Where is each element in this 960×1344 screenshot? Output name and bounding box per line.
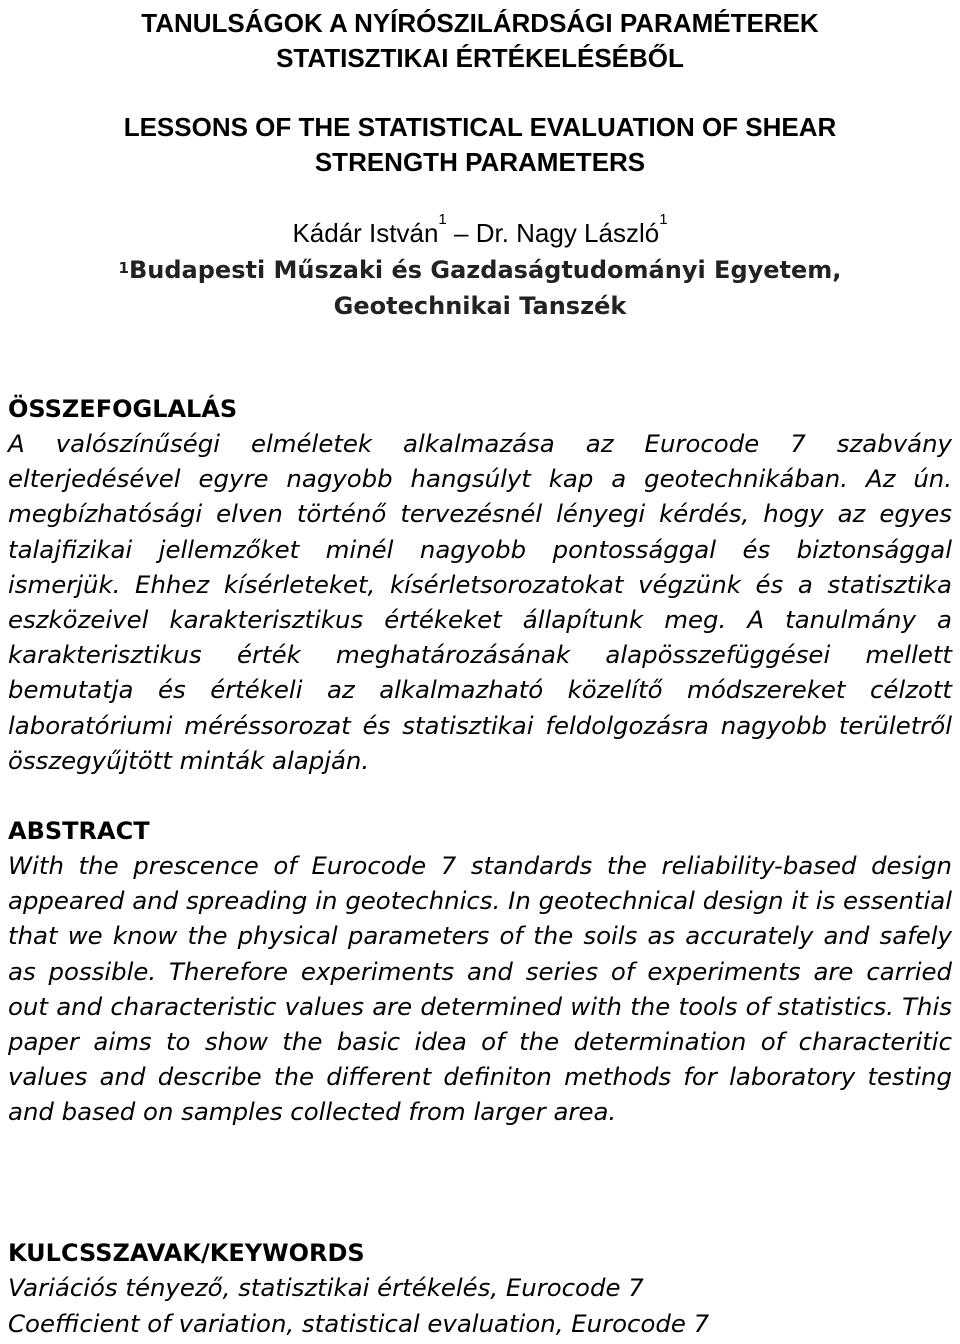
summary-hungarian-heading: ÖSSZEFOGLALÁS xyxy=(8,395,238,423)
title-hungarian-line2: STATISZTIKAI ÉRTÉKELÉSÉBŐL xyxy=(276,43,684,73)
abstract-heading: ABSTRACT xyxy=(8,817,150,845)
affiliation xyxy=(0,252,960,324)
author-separator: – xyxy=(446,218,476,248)
title-hungarian-line1: TANULSÁGOK A NYÍRÓSZILÁRDSÁGI PARAMÉTEREK xyxy=(141,8,819,38)
affiliation-mark: 1 xyxy=(118,259,129,277)
author-1-affiliation-mark: 1 xyxy=(438,211,447,228)
keywords-heading: KULCSSZAVAK/KEYWORDS xyxy=(8,1239,365,1267)
affiliation-department: Geotechnikai Tanszék xyxy=(333,292,627,320)
title-english-line1: LESSONS OF THE STATISTICAL EVALUATION OF SHEAR xyxy=(123,112,837,142)
author-1: Kádár István xyxy=(292,218,439,248)
abstract-section xyxy=(8,814,952,1130)
abstract-text: With the prescence of Eurocode 7 standards the reliability-based design appeared and spreading in geotechnics. In geotechnical design it is essential that we know the physical parameters of the soils as accurately and safely as possible. Therefore experiments and series of experiments are carried out and characteristic values are determined with the tools of statistics. This paper aims to show the basic idea of the determination of characteritic values and describe the different definiton methods for laboratory testing and based on samples collected from larger area. xyxy=(8,851,952,1127)
keywords-hungarian: Variációs tényező, statisztikai értékelés, Eurocode 7 xyxy=(8,1273,644,1302)
title-english-line2: STRENGTH PARAMETERS xyxy=(314,147,646,177)
keywords-section xyxy=(8,1236,952,1342)
affiliation-university: Budapesti Műszaki és Gazdaságtudományi Egyetem, xyxy=(128,256,842,284)
summary-hungarian-section xyxy=(8,392,952,778)
keywords-english: Coefficient of variation, statistical evaluation, Eurocode 7 xyxy=(8,1309,710,1338)
author-2-affiliation-mark: 1 xyxy=(659,211,668,228)
author-2: Dr. Nagy László xyxy=(475,218,660,248)
summary-hungarian-text: A valószínűségi elméletek alkalmazása az Eurocode 7 szabvány elterjedésével egyre nagyobb hangsúlyt kap a geotechnikában. Az ún. megbízhatósági elven történő tervezésnél lényegi kérdés, hogy az egyes talajfizikai jellemzőket minél nagyobb pontossággal és biztonsággal ismerjük. Ehhez kísérleteket, kísérletsorozatokat végzünk és a statisztika eszközeivel karakterisztikus értékeket állapítunk meg. A tanulmány a karakterisztikus érték meghatározásának alapösszefüggései mellett bemutatja és értékeli az alkalmazható közelítő módszereket célzott laboratóriumi méréssorozat és statisztikai feldolgozásra nagyobb területről összegyűjtött minták alapján. xyxy=(8,429,952,775)
title-english xyxy=(0,110,960,180)
affiliation-line1 xyxy=(0,252,960,288)
author-line xyxy=(0,211,960,250)
title-hungarian xyxy=(0,6,960,76)
